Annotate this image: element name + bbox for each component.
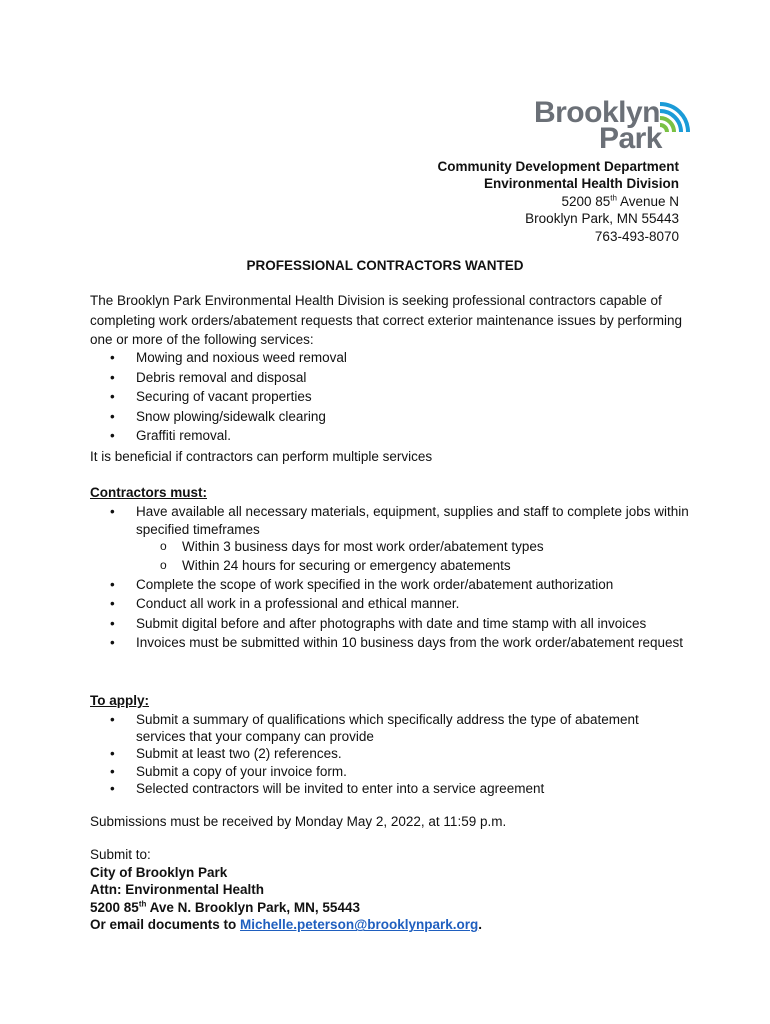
- list-item: • Debris removal and disposal: [90, 368, 347, 388]
- email-line: Or email documents to Michelle.peterson@brooklynpark.org.: [90, 917, 483, 933]
- list-item: • Submit digital before and after photographs with date and time stamp with all invoices: [90, 615, 690, 633]
- list-item: • Have available all necessary materials, equipment, supplies and staff to complete jobs within specified timeframes o Within 3 business days for most work order/abatement types o Within 24 hours for securing or emergency abatements: [90, 503, 690, 575]
- intro-paragraph: The Brooklyn Park Environmental Health Division is seeking professional contractors capable of completing work orders/abatement requests that correct exterior maintenance issues by performing one or more of the following services:: [90, 293, 683, 347]
- apply-list: [90, 711, 690, 797]
- recipient-attn: Attn: Environmental Health: [90, 882, 265, 898]
- list-item: • Submit at least two (2) references.: [90, 745, 690, 762]
- signal-arcs-icon: [658, 94, 698, 134]
- document-title: PROFESSIONAL CONTRACTORS WANTED: [246, 258, 524, 273]
- timeframe-sublist: [136, 538, 690, 575]
- list-item: • Submit a summary of qualifications which specifically address the type of abatement services that your company can provide: [90, 711, 690, 745]
- brooklyn-park-logo: [533, 94, 698, 155]
- list-item: • Invoices must be submitted within 10 business days from the work order/abatement request: [90, 634, 690, 652]
- submit-to-block: [90, 846, 690, 934]
- department-name: Community Development Department: [437, 159, 679, 174]
- to-apply-heading: To apply:: [90, 693, 149, 708]
- street-address: 5200 85th Avenue N: [561, 193, 679, 209]
- email-link[interactable]: Michelle.peterson@brooklynpark.org: [240, 917, 479, 933]
- list-item: • Submit a copy of your invoice form.: [90, 763, 690, 780]
- recipient-name: City of Brooklyn Park: [90, 864, 228, 880]
- list-item: • Selected contractors will be invited to enter into a service agreement: [90, 780, 690, 797]
- list-item: • Snow plowing/sidewalk clearing: [90, 407, 347, 427]
- services-list: [90, 348, 347, 446]
- contractors-must-heading: Contractors must:: [90, 485, 208, 500]
- phone-number: 763-493-8070: [594, 228, 679, 244]
- department-address-block: [437, 158, 679, 245]
- submission-deadline: Submissions must be received by Monday May 2, 2022, at 11:59 p.m.: [90, 814, 507, 829]
- division-name: Environmental Health Division: [483, 176, 679, 192]
- city-state-zip: Brooklyn Park, MN 55443: [525, 211, 679, 227]
- submit-label: Submit to:: [90, 847, 151, 862]
- list-item: • Securing of vacant properties: [90, 387, 347, 407]
- list-item: • Complete the scope of work specified in the work order/abatement authorization: [90, 576, 690, 594]
- logo-line-1: Brooklyn: [533, 96, 660, 129]
- logo-line-2: Park: [598, 122, 662, 155]
- beneficial-note: It is beneficial if contractors can perform multiple services: [90, 449, 433, 464]
- list-item: o Within 24 hours for securing or emergency abatements: [136, 557, 690, 575]
- recipient-address: 5200 85th Ave N. Brooklyn Park, MN, 55443: [90, 899, 360, 915]
- list-item: • Mowing and noxious weed removal: [90, 348, 347, 368]
- list-item: o Within 3 business days for most work order/abatement types: [136, 538, 690, 556]
- list-item: • Conduct all work in a professional and ethical manner.: [90, 595, 690, 613]
- list-item: • Graffiti removal.: [90, 426, 347, 446]
- requirements-list: [90, 503, 690, 653]
